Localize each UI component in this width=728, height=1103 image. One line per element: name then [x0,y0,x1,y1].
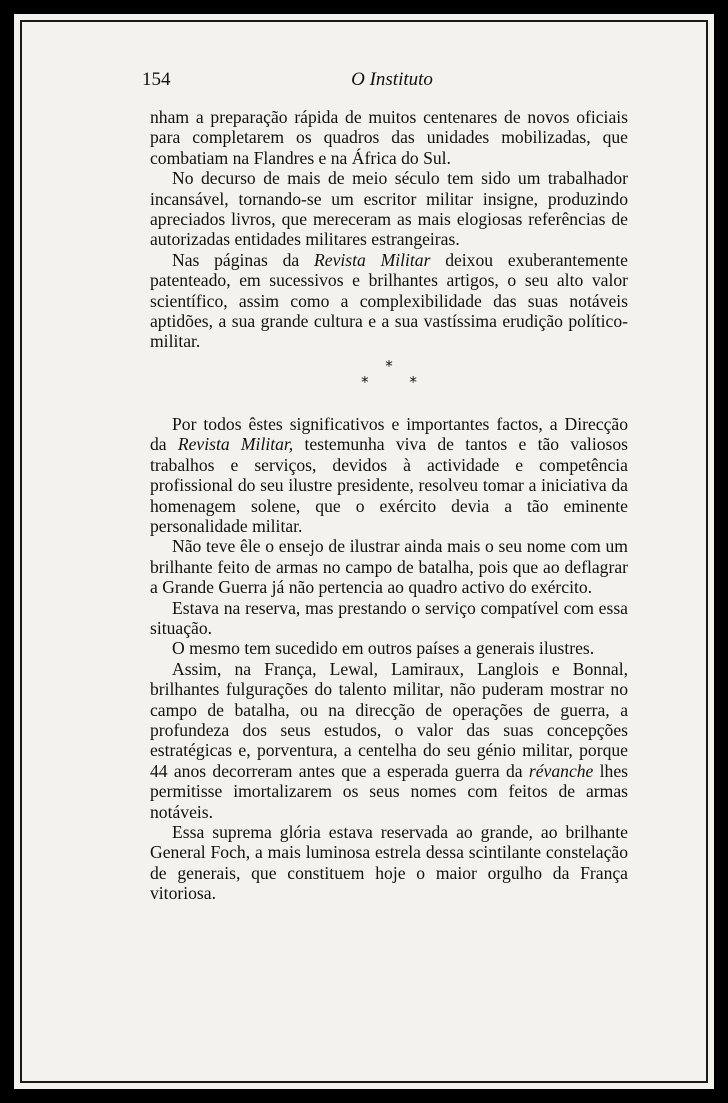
paragraph [150,598,628,639]
paragraph [150,168,628,250]
paragraph [150,250,628,352]
paragraph [150,638,628,658]
paragraph-text: testemunha viva de tantos e tão valiosos trabalhos e serviços, devidos à actividade e competência profissional do seu ilustre presidente, resolveu tomar a iniciativa da homenagem solene, que o exército devia a tão eminente personalidade militar. [150,434,628,536]
paragraph-text: deixou exuberantemente patenteado, em sucessivos e brilhantes artigos, o seu alto valor scientífico, assim como a complexibilidade das suas notáveis aptidões, a sua grande cultura e a sua vastíssima erudição político-militar. [150,249,628,352]
paragraph-text: Essa suprema glória estava reservada ao grande, ao brilhante General Foch, a mais luminosa estrela dessa scintilante constelação de generais, que constituem hoje o maior orgulho da França vitoriosa. [150,822,628,904]
paragraph-text: lhes permitisse imortalizarem os seus nomes com feitos de armas notáveis. [150,760,628,822]
paragraph [150,414,628,536]
paragraph-text: Nas páginas da [172,249,315,270]
paragraph [150,107,628,168]
italic-title: Revista Militar, [177,434,294,455]
section-asterism [150,358,628,390]
paragraph [150,822,628,904]
paragraph-text: Não teve êle o ensejo de ilustrar ainda mais o seu nome com um brilhante feito de armas no campo de batalha, pois que ao deflagrar a Grande Guerra já não pertencia ao quadro activo do exército. [150,536,628,598]
paragraph-text: Estava na reserva, mas prestando o serviço compatível com essa situação. [150,597,628,638]
body-text [150,107,628,904]
paragraph-text: Por todos êstes significativos e importantes factos, a Direcção da [150,413,628,455]
paragraph [150,659,628,822]
page-header [142,69,642,99]
asterism-top: * [385,356,393,375]
running-title: O Instituto [351,69,433,90]
book-page [14,14,714,1089]
paragraph-text: nham a preparação rápida de muitos centenares de novos oficiais para completarem os quadros das unidades mobilizadas, que combatiam na Flandres e na África do Sul. [150,107,628,168]
paragraph [150,536,628,597]
paragraph-text: Assim, na França, Lewal, Lamiraux, Langlois e Bonnal, brilhantes fulgurações do talento militar, não puderam mostrar no campo de batalha, ou na direcção de operações de guerra, a profundeza dos seus estudos, o valor das suas concepções estratégicas e, porventura, a centelha do seu génio militar, porque 44 anos decorreram antes que a esperada guerra da [150,658,628,781]
page-number: 154 [142,69,171,90]
italic-title: révanche [528,760,594,781]
asterism-bottom: * * [361,372,435,391]
italic-title: Revista Militar [314,249,431,270]
paragraph-text: No decurso de mais de meio século tem sido um trabalhador incansável, tornando-se um escritor militar insigne, produzindo apreciados livros, que mereceram as mais elogiosas referências de autorizadas entidades militares estrangeiras. [150,168,628,250]
paragraph-text: O mesmo tem sucedido em outros países a generais ilustres. [172,638,595,659]
